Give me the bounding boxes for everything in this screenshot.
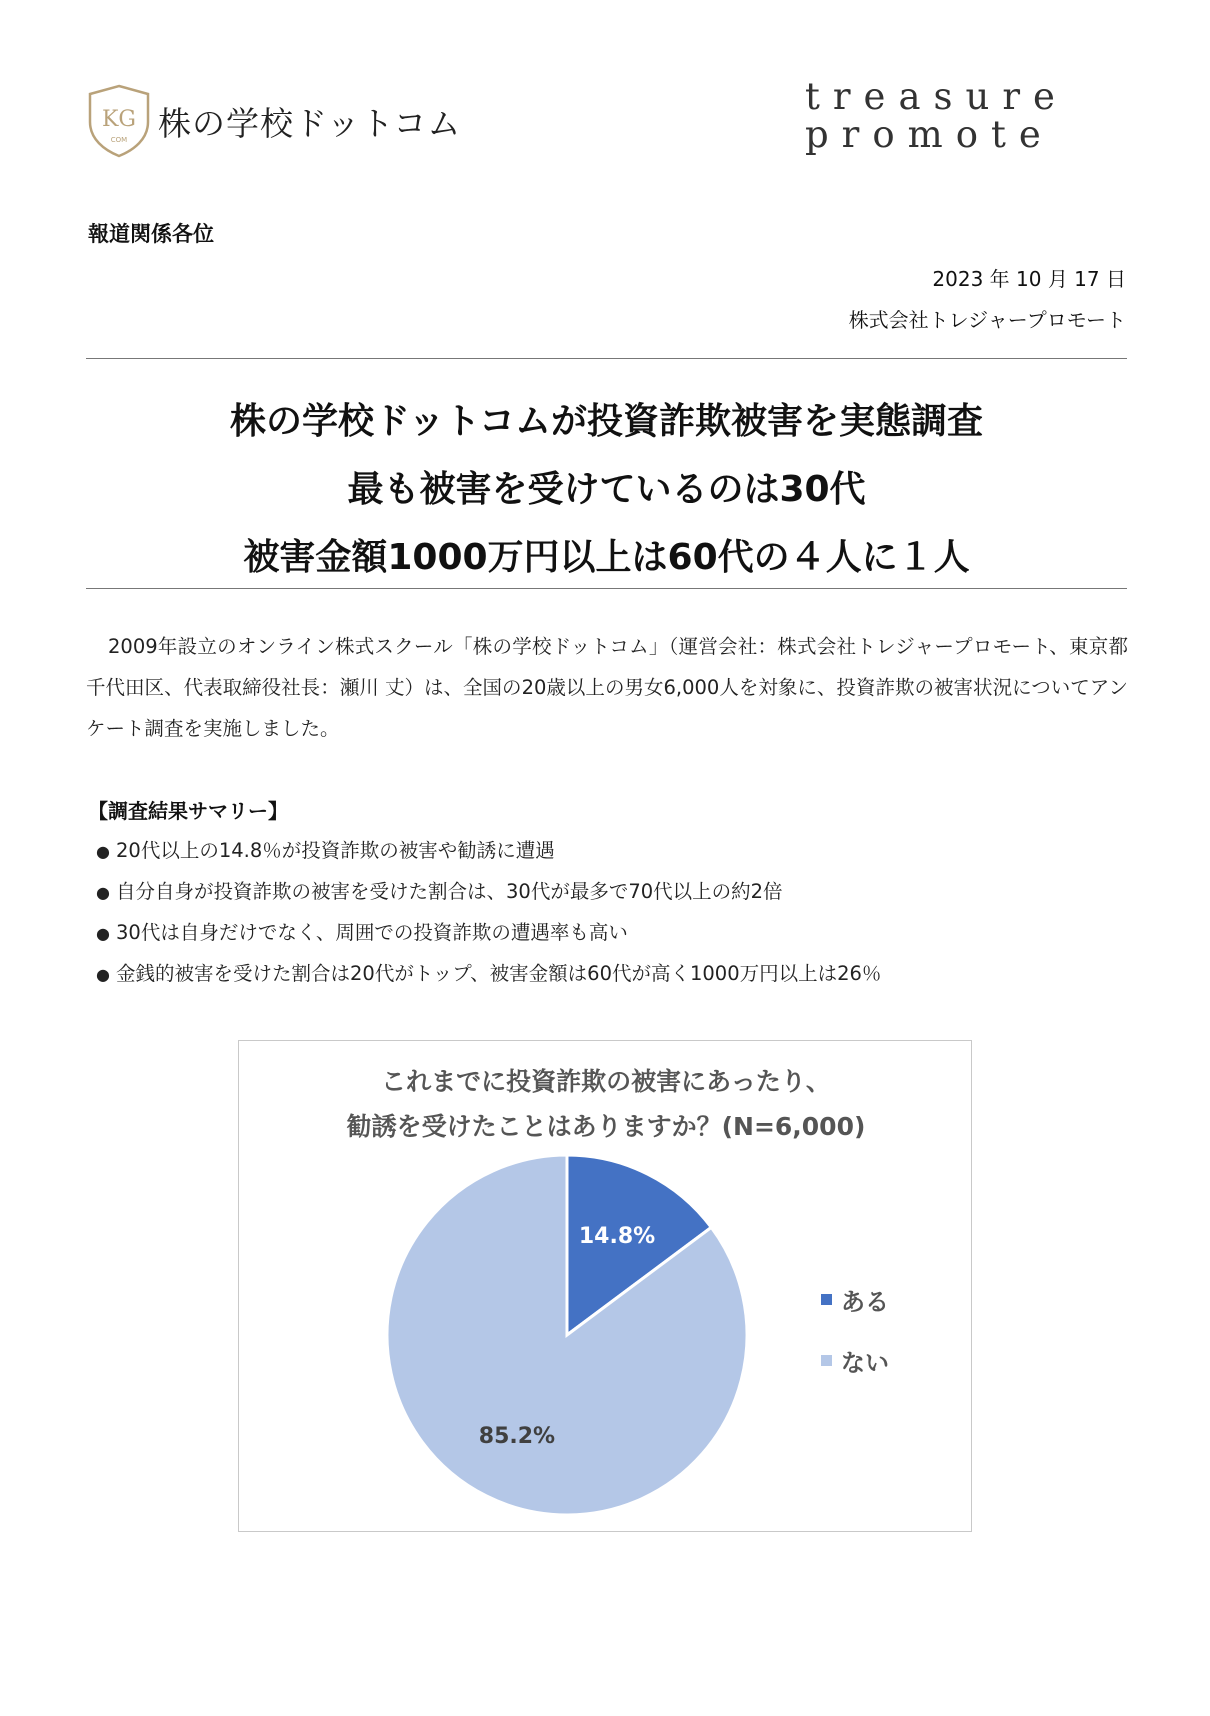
bullet-icon: ● — [96, 842, 110, 861]
headline-line-2: 最も被害を受けているのは30代 — [347, 469, 866, 510]
pie-data-label-1: 14.8% — [578, 1224, 656, 1250]
legend-swatch — [821, 1294, 832, 1305]
brand-logo-treasure-promote — [805, 75, 1105, 156]
list-item: ● 20代以上の14.8％が投資詐欺の被害や勧誘に遭遇 — [96, 830, 881, 871]
legend-swatch — [821, 1355, 832, 1366]
legend-label: ある — [841, 1288, 889, 1316]
headline-line-3: 被害金額1000万円以上は60代の４人に１人 — [243, 537, 970, 578]
summary-list — [96, 830, 881, 994]
bullet-icon: ● — [96, 924, 110, 943]
chart-title-line-2: 勧誘を受けたことはありますか？(N=6,000) — [346, 1112, 866, 1141]
addressee: 報道関係各位 — [88, 222, 214, 246]
company-name: 株式会社トレジャープロモート — [848, 308, 1126, 332]
list-item: ● 30代は自身だけでなく、周囲での投資詐欺の遭遇率も高い — [96, 912, 881, 953]
logo-mark-sub: COM — [110, 136, 128, 144]
list-item: ● 金銭的被害を受けた割合は20代がトップ、被害金額は60代が高く1000万円以上は26％ — [96, 953, 881, 994]
chart-legend — [821, 1269, 889, 1391]
headline — [86, 388, 1127, 592]
logo-text: 株の学校ドットコム — [158, 104, 462, 143]
headline-line-1: 株の学校ドットコムが投資詐欺被害を実態調査 — [229, 401, 984, 442]
release-date: 2023 年 10 月 17 日 — [932, 267, 1126, 291]
shield-logo-icon — [86, 84, 152, 158]
list-item: ● 自分自身が投資詐欺の被害を受けた割合は、30代が最多で70代以上の約2倍 — [96, 871, 881, 912]
pie-chart — [238, 1040, 972, 1532]
legend-label: ない — [841, 1349, 889, 1377]
logo-mark-text: KG — [101, 107, 137, 132]
company-logo — [86, 84, 486, 158]
bullet-icon: ● — [96, 965, 110, 984]
pie-data-label-2: 85.2% — [478, 1423, 556, 1449]
legend-item-1 — [821, 1269, 889, 1330]
legend-item-2 — [821, 1330, 889, 1391]
summary-title: 【調査結果サマリー】 — [88, 799, 288, 823]
brand-line-1: treasure — [805, 75, 1068, 118]
divider-top — [86, 358, 1127, 359]
bullet-icon: ● — [96, 883, 110, 902]
intro-paragraph: 2009年設立のオンライン株式スクール「株の学校ドットコム」（運営会社：株式会社トレジャープロモート、東京都千代田区、代表取締役社長：瀬川 丈）は、全国の20歳以上の男女6,000人を対象に、投資詐欺の被害状況についてアンケート調査を実施しました。 — [86, 635, 1128, 740]
brand-line-2: promote — [805, 113, 1054, 156]
chart-title-line-1: これまでに投資詐欺の被害にあったり、 — [381, 1067, 831, 1096]
divider-bottom — [86, 588, 1127, 589]
